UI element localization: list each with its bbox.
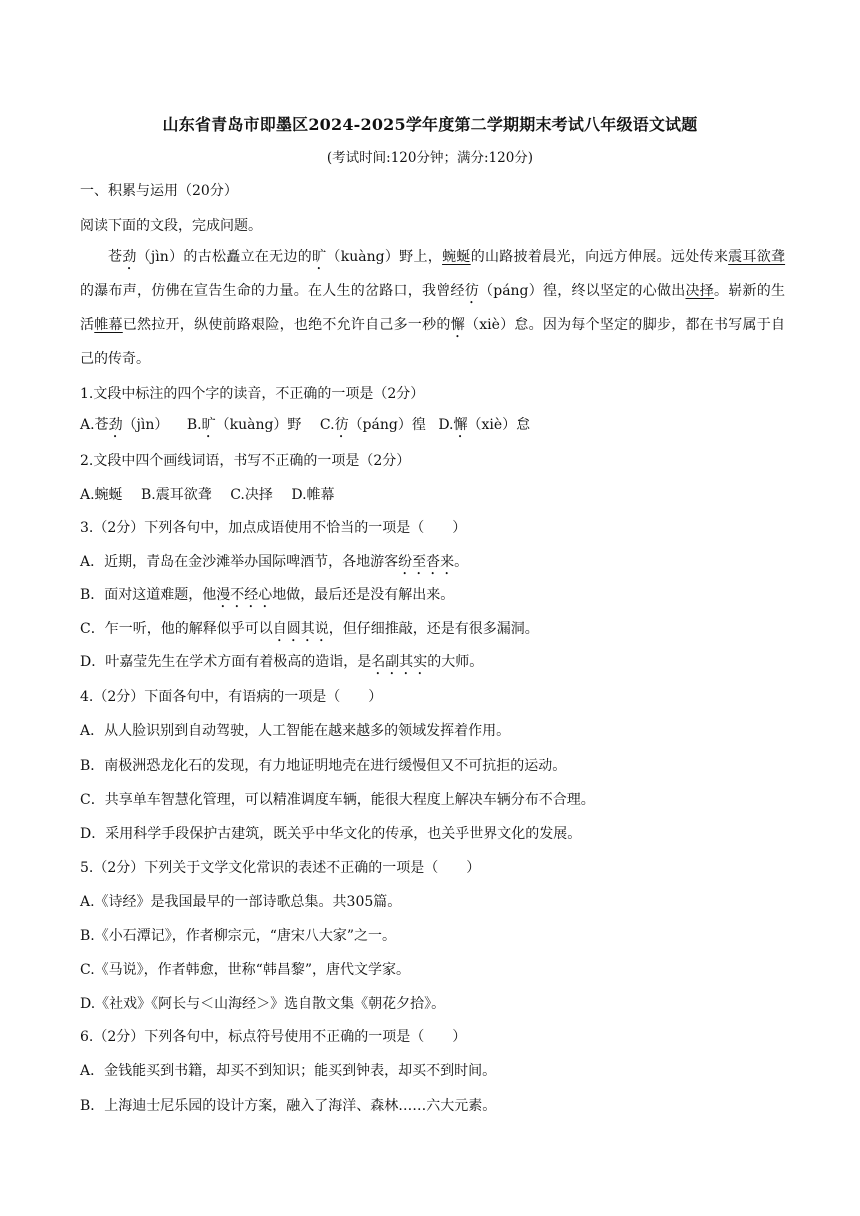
passage-text: 苍	[108, 249, 123, 265]
dotted-char: 彷	[464, 283, 479, 299]
q4-option-d: D．采用科学手段保护古建筑，既关乎中华文化的传承，也关乎世界文化的发展。	[80, 826, 582, 842]
dotted-idiom: 纷至沓来	[398, 554, 455, 570]
option-text: （xiè）怠	[467, 417, 531, 433]
option-text: （jìn）	[122, 417, 169, 433]
option-text: 。	[454, 554, 469, 570]
q5-option-c: C.《马说》，作者韩愈，世称“韩昌黎”，唐代文学家。	[80, 962, 410, 978]
q4-stem: 4.（2分）下面各句中，有语病的一项是（ ）	[80, 689, 383, 705]
q4-option-b: B．南极洲恐龙化石的发现，有力地证明地壳在进行缓慢但又不可抗拒的运动。	[80, 758, 567, 774]
passage-text: 已然拉开，纵使前路艰险，也绝不允许自己多一秒的	[122, 317, 451, 333]
underlined-word: 震耳欲聋	[728, 249, 786, 265]
exam-subtitle: (考试时间:120分钟；满分:120分)	[326, 150, 534, 166]
q3-option-d	[80, 651, 483, 678]
option-text: 的大师。	[427, 654, 484, 670]
dotted-char: 劲	[108, 417, 123, 433]
q5-option-a: A.《诗经》是我国最早的一部诗歌总集。共305篇。	[80, 894, 402, 910]
passage-text: （xiè）怠。因为每个坚定的脚步，都在书写属于自己的传奇。	[80, 317, 786, 367]
option-text: B．面对这道难题，他	[80, 587, 217, 603]
q5-option-d: D.《社戏》《阿长与＜山海经＞》选自散文集《朝花夕拾》。	[80, 996, 446, 1012]
q1-option-d	[438, 417, 530, 433]
underlined-word: 帷幕	[94, 317, 123, 333]
exam-title: 山东省青岛市即墨区2024-2025学年度第二学期期末考试八年级语文试题	[162, 115, 698, 134]
q5-option-b: B.《小石潭记》，作者柳宗元，“唐宋八大家”之一。	[80, 928, 397, 944]
q2-stem: 2.文段中四个画线词语，书写不正确的一项是（2分）	[80, 453, 411, 469]
option-text: D.	[438, 417, 454, 433]
option-text: A．近期，青岛在金沙滩举办国际啤酒节，各地游客	[80, 554, 399, 570]
q4-option-a: A．从人脸识别到自动驾驶，人工智能在越来越多的领域发挥着作用。	[80, 723, 511, 739]
dotted-char: 懈	[450, 317, 465, 333]
dotted-idiom: 漫不经心	[216, 587, 273, 603]
underlined-word: 蜿蜒	[442, 249, 471, 265]
dotted-idiom: 自圆其说	[272, 621, 329, 637]
q1-option-a	[80, 417, 168, 433]
passage-text: （páng）徨，终以坚定的心做出	[478, 283, 686, 299]
passage-text: 的山路披着晨光，向远方伸展。远处传来	[470, 249, 729, 265]
q1-stem: 1.文段中标注的四个字的读音，不正确的一项是（2分）	[80, 386, 425, 402]
passage-text: 的瀑布声，仿佛在宣告生命的力量。在人生的岔路口，我曾经	[80, 283, 465, 299]
passage-text: （kuàng）野上，	[326, 249, 443, 265]
dotted-idiom: 名副其实	[371, 654, 428, 670]
option-text: （kuàng）野	[215, 417, 302, 433]
q5-stem: 5.（2分）下列关于文学文化常识的表述不正确的一项是（ ）	[80, 860, 481, 876]
q2-options	[80, 484, 335, 504]
q4-option-c: C．共享单车智慧化管理，可以精准调度车辆，能很大程度上解决车辆分布不合理。	[80, 792, 595, 808]
section-heading: 一、积累与运用（20分）	[80, 183, 238, 199]
q2-option-d: D.帷幕	[291, 487, 335, 503]
q6-stem: 6.（2分）下列各句中，标点符号使用不正确的一项是（ ）	[80, 1029, 467, 1045]
option-text: C.	[319, 417, 335, 433]
passage-text: （jìn）的古松矗立在无边的	[136, 249, 313, 265]
dotted-char: 劲	[122, 249, 137, 265]
q3-stem: 3.（2分）下列各句中，加点成语使用不恰当的一项是（ ）	[80, 520, 467, 536]
q2-option-c: C.决择	[230, 487, 273, 503]
underlined-word: 决择	[685, 283, 715, 299]
passage-text: 。崭新的生活	[80, 283, 786, 333]
option-text: B.	[186, 417, 202, 433]
option-text: 地做，最后还是没有解出来。	[272, 587, 455, 603]
q6-option-b: B．上海迪士尼乐园的设计方案，融入了海洋、森林……六大元素。	[80, 1098, 497, 1114]
q2-option-a: A.蜿蜒	[80, 487, 123, 503]
q1-option-b	[187, 417, 302, 433]
reading-passage	[80, 240, 785, 376]
q1-options	[80, 414, 530, 441]
q1-option-c	[320, 417, 426, 433]
option-text: C．乍一听，他的解释似乎可以	[80, 621, 273, 637]
dotted-char: 旷	[201, 417, 216, 433]
option-text: D．叶嘉莹先生在学术方面有着极高的造诣，是	[80, 654, 372, 670]
q2-option-b: B.震耳欲聋	[141, 487, 212, 503]
dotted-char: 旷	[312, 249, 327, 265]
q3-option-b	[80, 584, 454, 611]
dotted-char: 彷	[334, 417, 349, 433]
option-text: A.苍	[80, 417, 109, 433]
option-text: ，但仔细推敲，还是有很多漏洞。	[328, 621, 539, 637]
dotted-char: 懈	[453, 417, 468, 433]
q3-option-a	[80, 551, 468, 578]
section-instruction: 阅读下面的文段，完成问题。	[80, 218, 262, 234]
option-text: （páng）徨	[348, 417, 426, 433]
q6-option-a: A．金钱能买到书籍，却买不到知识；能买到钟表，却买不到时间。	[80, 1063, 497, 1079]
q3-option-c	[80, 618, 539, 645]
